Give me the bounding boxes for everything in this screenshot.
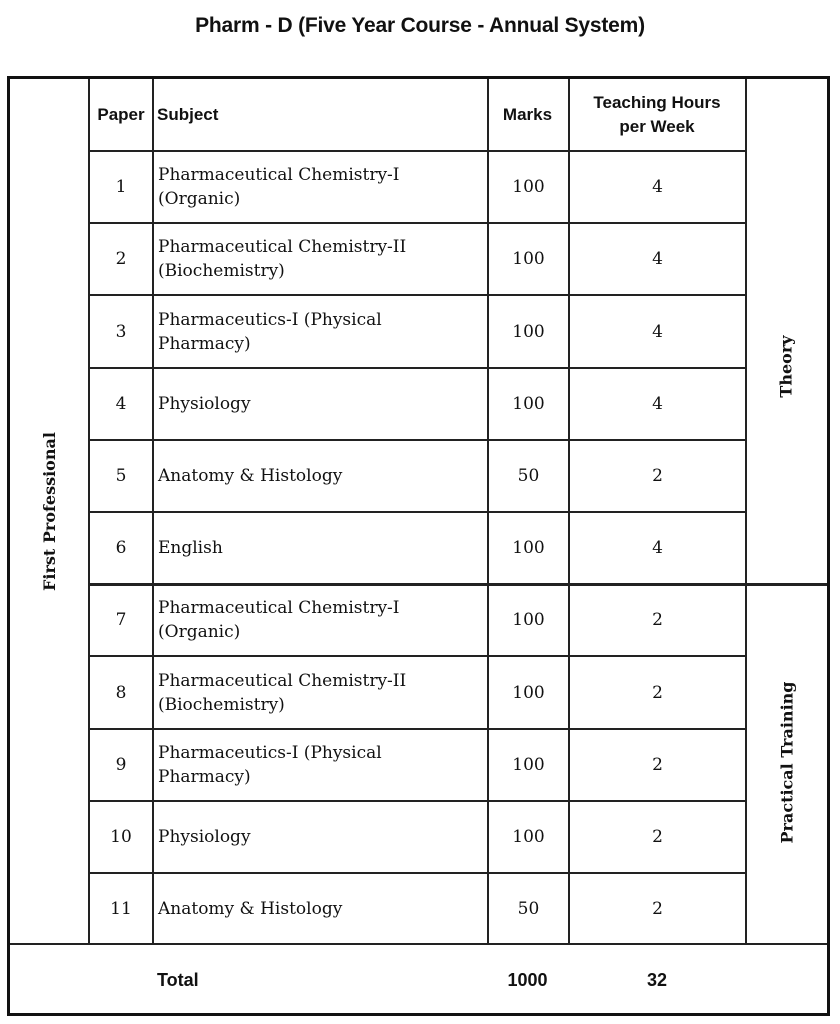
hours-value: 4 [652,538,663,558]
total-marks: 1000 [507,969,548,990]
marks-value: 100 [512,177,545,197]
paper-number: 10 [110,827,132,847]
total-label: Total [157,970,199,990]
subject-name: Pharmaceutical Chemistry-I (Organic) [158,165,400,209]
theory-label-text: Theory [777,334,796,398]
hours-value: 2 [652,898,663,919]
marks-value: 100 [512,394,545,414]
marks-value: 100 [512,321,545,342]
total-hours: 32 [646,969,668,990]
paper-number: 1 [115,177,127,197]
hours-value: 2 [652,755,663,775]
page-title: Pharm - D (Five Year Course - Annual System) [195,14,645,37]
paper-number: 5 [115,466,127,486]
marks-value: 100 [512,827,545,847]
paper-number: 2 [115,249,127,269]
header-hours: Teaching Hours per Week [593,92,721,136]
paper-number: 6 [115,538,127,558]
section-label-theory [746,150,827,582]
paper-number: 7 [115,610,127,630]
marks-value: 100 [512,538,545,558]
subject-name: Anatomy & Histology [158,466,343,486]
header-paper: Paper [97,104,145,124]
paper-number: 4 [115,394,127,414]
group-label-text: First Professional [40,431,59,591]
hours-value: 2 [652,610,663,630]
hours-value: 4 [652,249,663,269]
hours-value: 4 [652,177,663,197]
subject-name: Anatomy & Histology [158,898,343,919]
paper-number: 8 [115,682,127,703]
group-label-first-professional [10,79,89,943]
paper-number: 11 [110,898,132,919]
subject-name: English [158,538,223,558]
subject-name: Pharmaceutics-I (Physical Pharmacy) [158,309,382,354]
hours-value: 2 [652,827,663,847]
hours-value: 4 [652,321,663,342]
paper-number: 3 [115,321,127,342]
marks-value: 100 [512,755,545,775]
subject-name: Pharmaceutical Chemistry-II (Biochemistry) [158,237,407,281]
subject-name: Pharmaceutical Chemistry-I (Organic) [158,598,400,642]
paper-number: 9 [115,755,127,775]
section-label-practical [746,582,827,943]
hours-value: 4 [652,394,663,414]
subject-name: Physiology [158,827,251,847]
marks-value: 100 [512,682,545,703]
subject-name: Physiology [158,394,251,414]
hours-value: 2 [652,466,663,486]
marks-value: 100 [512,610,545,630]
marks-value: 100 [512,249,545,269]
hours-value: 2 [652,682,663,703]
practical-label-text: Practical Training [777,681,797,844]
subject-name: Pharmaceutical Chemistry-II (Biochemistry) [158,670,407,715]
marks-value: 50 [517,466,540,486]
marks-value: 50 [517,898,540,919]
header-marks: Marks [502,104,553,124]
subject-name: Pharmaceutics-I (Physical Pharmacy) [158,743,382,787]
header-subject: Subject [157,104,219,124]
